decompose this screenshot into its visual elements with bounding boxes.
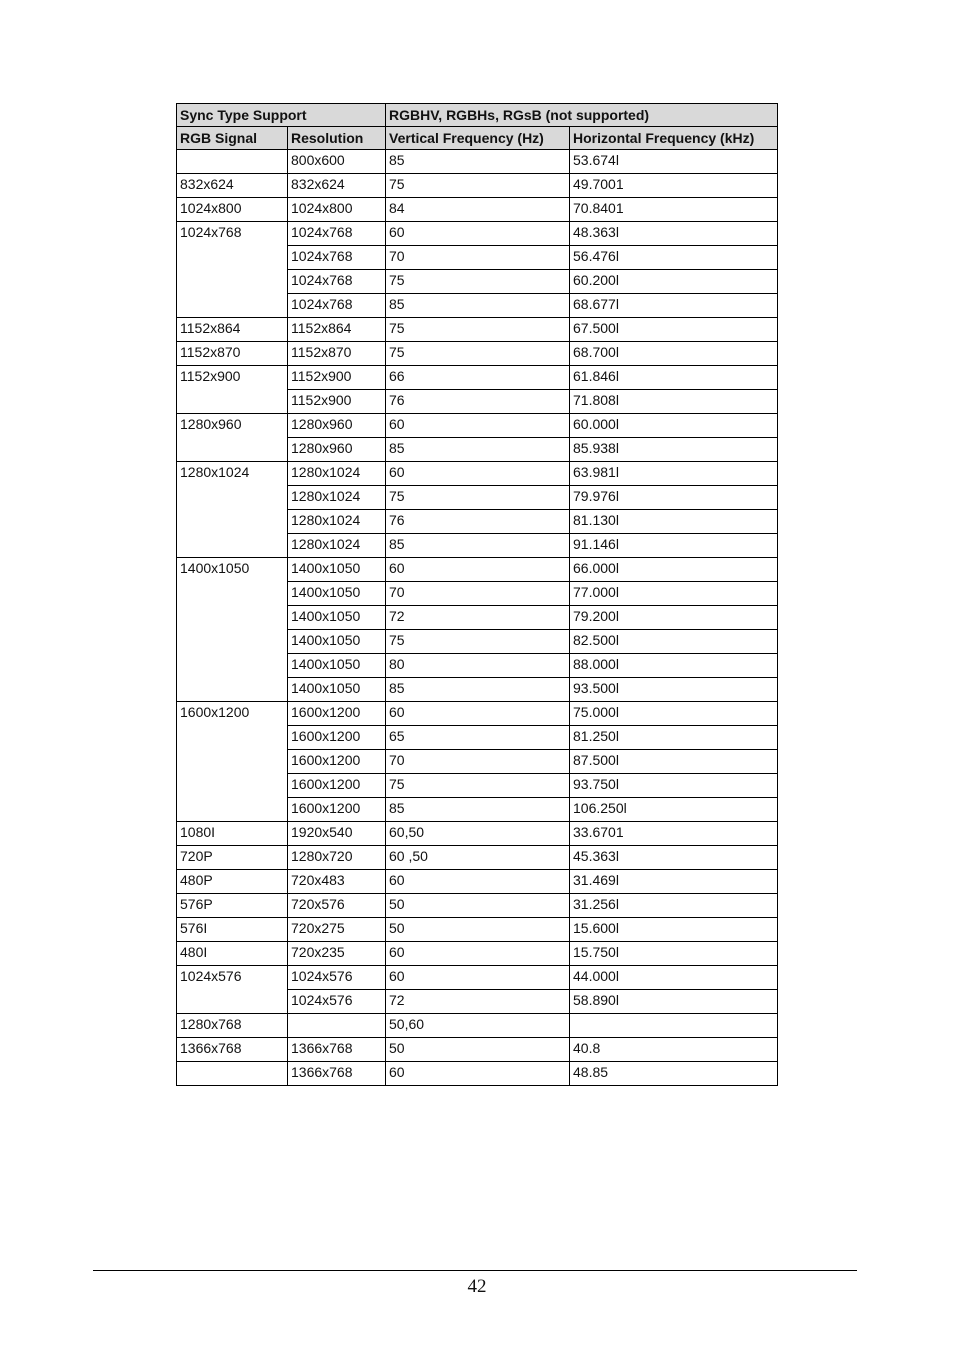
- cell-horizontal-frequency: 70.8401: [570, 198, 778, 222]
- cell-resolution: 1600x1200: [288, 750, 386, 774]
- table-row: [177, 870, 778, 894]
- cell-horizontal-frequency: 87.500l: [570, 750, 778, 774]
- table-row: [177, 318, 778, 342]
- cell-horizontal-frequency: 40.8: [570, 1038, 778, 1062]
- cell-resolution: 1280x960: [288, 414, 386, 438]
- cell-resolution: 800x600: [288, 150, 386, 174]
- cell-vertical-frequency: 65: [386, 726, 570, 750]
- cell-vertical-frequency: 70: [386, 750, 570, 774]
- table-row: [177, 174, 778, 198]
- cell-vertical-frequency: 85: [386, 294, 570, 318]
- cell-horizontal-frequency: 79.976l: [570, 486, 778, 510]
- cell-horizontal-frequency: 56.476l: [570, 246, 778, 270]
- cell-resolution: 1024x576: [288, 990, 386, 1014]
- cell-rgb-signal: 1152x864: [177, 318, 288, 342]
- table-header-row-columns: [177, 127, 778, 150]
- cell-horizontal-frequency: 93.500l: [570, 678, 778, 702]
- cell-resolution: 1400x1050: [288, 606, 386, 630]
- cell-rgb-signal: [177, 1062, 288, 1086]
- cell-resolution: 1366x768: [288, 1062, 386, 1086]
- cell-rgb-signal: 1400x1050: [177, 558, 288, 702]
- cell-vertical-frequency: 85: [386, 534, 570, 558]
- cell-rgb-signal: 1024x768: [177, 222, 288, 318]
- cell-resolution: 1024x576: [288, 966, 386, 990]
- cell-resolution: 1400x1050: [288, 630, 386, 654]
- table-row: [177, 366, 778, 390]
- cell-resolution: 1400x1050: [288, 678, 386, 702]
- cell-horizontal-frequency: 58.890l: [570, 990, 778, 1014]
- cell-horizontal-frequency: 15.600l: [570, 918, 778, 942]
- cell-vertical-frequency: 50: [386, 1038, 570, 1062]
- cell-resolution: 1400x1050: [288, 582, 386, 606]
- cell-vertical-frequency: 75: [386, 774, 570, 798]
- cell-vertical-frequency: 60,50: [386, 822, 570, 846]
- cell-vertical-frequency: 85: [386, 678, 570, 702]
- table-row: [177, 942, 778, 966]
- cell-rgb-signal: 576P: [177, 894, 288, 918]
- cell-resolution: 1280x1024: [288, 486, 386, 510]
- cell-rgb-signal: 1024x800: [177, 198, 288, 222]
- cell-rgb-signal: 1600x1200: [177, 702, 288, 822]
- cell-vertical-frequency: 60: [386, 966, 570, 990]
- cell-rgb-signal: 1152x870: [177, 342, 288, 366]
- cell-vertical-frequency: 66: [386, 366, 570, 390]
- header-sync-type-support: Sync Type Support: [177, 104, 386, 127]
- table-header-row-sync-type: [177, 104, 778, 127]
- cell-rgb-signal: 480I: [177, 942, 288, 966]
- cell-resolution: 1400x1050: [288, 558, 386, 582]
- cell-resolution: 1024x800: [288, 198, 386, 222]
- cell-resolution: 720x275: [288, 918, 386, 942]
- cell-horizontal-frequency: 81.250l: [570, 726, 778, 750]
- cell-vertical-frequency: 85: [386, 150, 570, 174]
- cell-rgb-signal: 1366x768: [177, 1038, 288, 1062]
- cell-resolution: 1024x768: [288, 246, 386, 270]
- cell-vertical-frequency: 60: [386, 870, 570, 894]
- cell-resolution: 1600x1200: [288, 774, 386, 798]
- table-row: [177, 222, 778, 246]
- cell-resolution: 720x483: [288, 870, 386, 894]
- cell-horizontal-frequency: 60.200l: [570, 270, 778, 294]
- cell-vertical-frequency: 80: [386, 654, 570, 678]
- cell-rgb-signal: 576I: [177, 918, 288, 942]
- cell-vertical-frequency: 75: [386, 630, 570, 654]
- cell-horizontal-frequency: 33.6701: [570, 822, 778, 846]
- cell-horizontal-frequency: 85.938l: [570, 438, 778, 462]
- cell-vertical-frequency: 60: [386, 702, 570, 726]
- cell-rgb-signal: 1280x960: [177, 414, 288, 462]
- cell-rgb-signal: 832x624: [177, 174, 288, 198]
- cell-vertical-frequency: 60 ,50: [386, 846, 570, 870]
- cell-rgb-signal: 480P: [177, 870, 288, 894]
- cell-resolution: 1600x1200: [288, 726, 386, 750]
- cell-horizontal-frequency: 31.256l: [570, 894, 778, 918]
- cell-vertical-frequency: 75: [386, 174, 570, 198]
- cell-resolution: 1400x1050: [288, 654, 386, 678]
- cell-vertical-frequency: 75: [386, 318, 570, 342]
- table-row: [177, 846, 778, 870]
- cell-horizontal-frequency: 48.363l: [570, 222, 778, 246]
- cell-horizontal-frequency: 31.469l: [570, 870, 778, 894]
- footer-divider: [93, 1270, 857, 1271]
- cell-horizontal-frequency: 45.363l: [570, 846, 778, 870]
- cell-resolution: 832x624: [288, 174, 386, 198]
- table-row: [177, 150, 778, 174]
- cell-horizontal-frequency: 66.000l: [570, 558, 778, 582]
- cell-vertical-frequency: 84: [386, 198, 570, 222]
- cell-resolution: 1280x1024: [288, 510, 386, 534]
- cell-vertical-frequency: 50: [386, 918, 570, 942]
- cell-horizontal-frequency: 44.000l: [570, 966, 778, 990]
- cell-horizontal-frequency: 79.200l: [570, 606, 778, 630]
- cell-vertical-frequency: 85: [386, 438, 570, 462]
- header-vertical-frequency: Vertical Frequency (Hz): [386, 127, 570, 150]
- sync-type-support-table: [176, 103, 778, 1086]
- cell-rgb-signal: 720P: [177, 846, 288, 870]
- cell-horizontal-frequency: 91.146l: [570, 534, 778, 558]
- table-row: [177, 342, 778, 366]
- table-row: [177, 894, 778, 918]
- cell-vertical-frequency: 50,60: [386, 1014, 570, 1038]
- table-row: [177, 558, 778, 582]
- cell-horizontal-frequency: 61.846l: [570, 366, 778, 390]
- cell-resolution: 1280x1024: [288, 462, 386, 486]
- cell-horizontal-frequency: 68.700l: [570, 342, 778, 366]
- cell-resolution: 1152x900: [288, 366, 386, 390]
- cell-horizontal-frequency: 60.000l: [570, 414, 778, 438]
- table-row: [177, 462, 778, 486]
- cell-vertical-frequency: 75: [386, 486, 570, 510]
- cell-resolution: 1366x768: [288, 1038, 386, 1062]
- cell-resolution: 1280x1024: [288, 534, 386, 558]
- cell-vertical-frequency: 60: [386, 222, 570, 246]
- cell-horizontal-frequency: 75.000l: [570, 702, 778, 726]
- cell-vertical-frequency: 50: [386, 894, 570, 918]
- cell-resolution: 1024x768: [288, 222, 386, 246]
- cell-rgb-signal: 1024x576: [177, 966, 288, 1014]
- table-row: [177, 1038, 778, 1062]
- cell-vertical-frequency: 60: [386, 462, 570, 486]
- header-horizontal-frequency: Horizontal Frequency (kHz): [570, 127, 778, 150]
- header-sync-types: RGBHV, RGBHs, RGsB (not supported): [386, 104, 778, 127]
- cell-resolution: 1600x1200: [288, 798, 386, 822]
- table-row: [177, 918, 778, 942]
- cell-horizontal-frequency: 82.500l: [570, 630, 778, 654]
- cell-horizontal-frequency: 77.000l: [570, 582, 778, 606]
- cell-rgb-signal: 1080I: [177, 822, 288, 846]
- cell-rgb-signal: [177, 150, 288, 174]
- cell-resolution: 720x235: [288, 942, 386, 966]
- cell-horizontal-frequency: 15.750l: [570, 942, 778, 966]
- table-row: [177, 702, 778, 726]
- cell-vertical-frequency: 70: [386, 582, 570, 606]
- cell-resolution: 720x576: [288, 894, 386, 918]
- cell-vertical-frequency: 60: [386, 558, 570, 582]
- cell-horizontal-frequency: 49.7001: [570, 174, 778, 198]
- cell-horizontal-frequency: 93.750l: [570, 774, 778, 798]
- cell-vertical-frequency: 76: [386, 390, 570, 414]
- cell-horizontal-frequency: 48.85: [570, 1062, 778, 1086]
- cell-rgb-signal: 1152x900: [177, 366, 288, 414]
- cell-resolution: 1024x768: [288, 270, 386, 294]
- cell-resolution: 1152x870: [288, 342, 386, 366]
- cell-horizontal-frequency: 106.250l: [570, 798, 778, 822]
- table-row: [177, 1014, 778, 1038]
- table-body: [177, 150, 778, 1086]
- cell-horizontal-frequency: [570, 1014, 778, 1038]
- cell-rgb-signal: 1280x1024: [177, 462, 288, 558]
- cell-vertical-frequency: 60: [386, 414, 570, 438]
- cell-vertical-frequency: 85: [386, 798, 570, 822]
- cell-horizontal-frequency: 88.000l: [570, 654, 778, 678]
- table-row: [177, 966, 778, 990]
- cell-resolution: 1280x720: [288, 846, 386, 870]
- cell-resolution: 1024x768: [288, 294, 386, 318]
- cell-vertical-frequency: 60: [386, 942, 570, 966]
- table-row: [177, 822, 778, 846]
- cell-resolution: 1600x1200: [288, 702, 386, 726]
- cell-vertical-frequency: 70: [386, 246, 570, 270]
- cell-horizontal-frequency: 63.981l: [570, 462, 778, 486]
- cell-resolution: 1152x900: [288, 390, 386, 414]
- cell-vertical-frequency: 76: [386, 510, 570, 534]
- cell-vertical-frequency: 75: [386, 342, 570, 366]
- cell-horizontal-frequency: 53.674l: [570, 150, 778, 174]
- cell-vertical-frequency: 60: [386, 1062, 570, 1086]
- cell-vertical-frequency: 75: [386, 270, 570, 294]
- page-number: 42: [467, 1276, 487, 1297]
- cell-vertical-frequency: 72: [386, 606, 570, 630]
- header-rgb-signal: RGB Signal: [177, 127, 288, 150]
- cell-resolution: 1152x864: [288, 318, 386, 342]
- table-row: [177, 1062, 778, 1086]
- cell-rgb-signal: 1280x768: [177, 1014, 288, 1038]
- cell-resolution: 1920x540: [288, 822, 386, 846]
- table-row: [177, 198, 778, 222]
- table-row: [177, 414, 778, 438]
- cell-resolution: [288, 1014, 386, 1038]
- cell-horizontal-frequency: 68.677l: [570, 294, 778, 318]
- cell-horizontal-frequency: 71.808l: [570, 390, 778, 414]
- cell-vertical-frequency: 72: [386, 990, 570, 1014]
- cell-horizontal-frequency: 67.500l: [570, 318, 778, 342]
- header-resolution: Resolution: [288, 127, 386, 150]
- cell-resolution: 1280x960: [288, 438, 386, 462]
- cell-horizontal-frequency: 81.130l: [570, 510, 778, 534]
